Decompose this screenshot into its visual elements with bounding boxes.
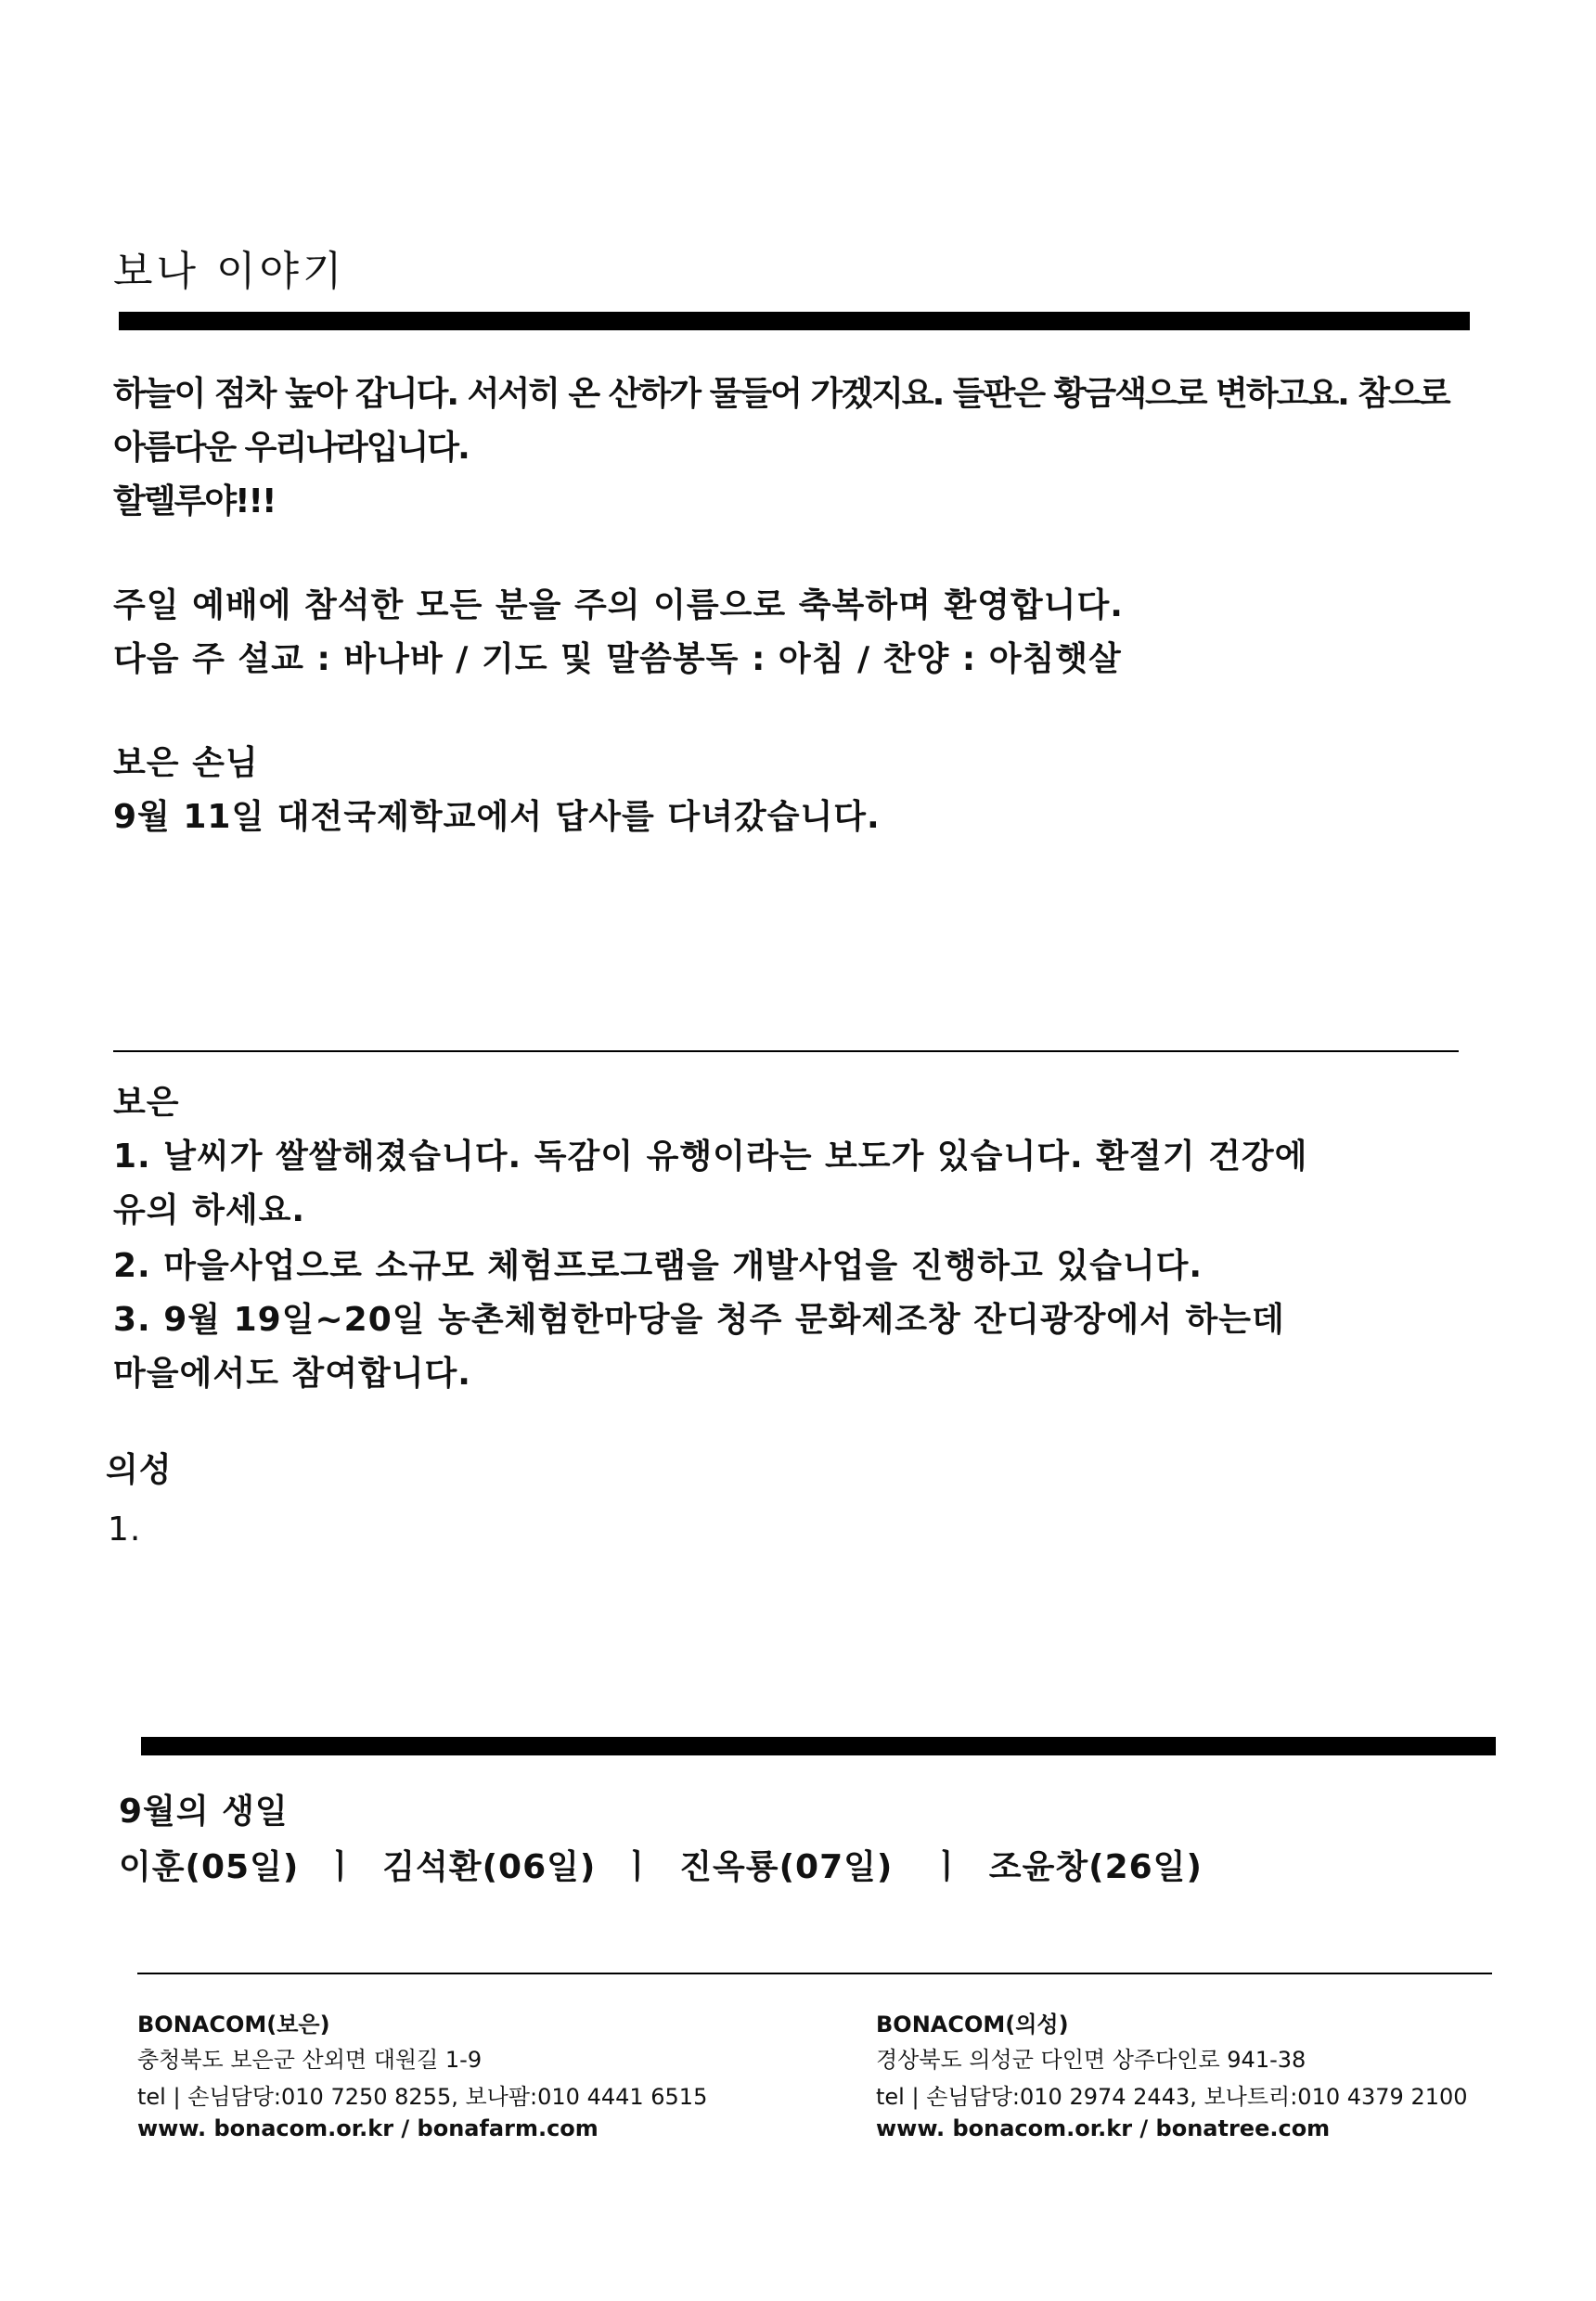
- boeun-line-1: 1. 날씨가 쌀쌀해졌습니다. 독감이 유행이라는 보도가 있습니다. 환절기 건강에: [113, 1138, 1308, 1176]
- footer-divider: [137, 1973, 1492, 1974]
- intro-line-3: 할렐루야!!!: [113, 482, 276, 521]
- boeun-line-4: 3. 9월 19일~20일 농촌체험한마당을 청주 문화제조창 잔디광장에서 하는데: [113, 1301, 1285, 1339]
- uiseong-line-1: 1.: [108, 1510, 142, 1549]
- footer-left-address: 충청북도 보은군 산외면 대원길 1-9: [137, 2047, 483, 2073]
- birthdays-list: 이훈(05일) ㅣ 김석환(06일) ㅣ 진옥룡(07일) ㅣ 조윤창(26일): [119, 1848, 1203, 1886]
- footer-right-name: BONACOM(의성): [876, 2012, 1069, 2037]
- boeun-line-5: 마을에서도 참여합니다.: [113, 1355, 471, 1393]
- birthdays-heading: 9월의 생일: [119, 1793, 289, 1831]
- boeun-heading: 보은: [113, 1084, 180, 1122]
- page-title: 보나 이야기: [113, 248, 346, 295]
- title-divider: [119, 312, 1470, 330]
- footer-right-tel: tel | 손님담당:010 2974 2443, 보나트리:010 4379 2100: [876, 2084, 1468, 2110]
- boeun-line-2: 유의 하세요.: [113, 1191, 306, 1229]
- worship-next-week: 다음 주 설교 : 바나바 / 기도 및 말씀봉독 : 아침 / 찬양 : 아침햇살: [113, 640, 1122, 678]
- guests-heading: 보은 손님: [113, 744, 259, 782]
- guests-text: 9월 11일 대전국제학교에서 답사를 다녀갔습니다.: [113, 798, 881, 836]
- footer-left-name: BONACOM(보은): [137, 2012, 330, 2037]
- boeun-line-3: 2. 마을사업으로 소규모 체험프로그램을 개발사업을 진행하고 있습니다.: [113, 1247, 1203, 1285]
- intro-line-1: 하늘이 점차 높아 갑니다. 서서히 온 산하가 물들어 가겠지요. 들판은 황금색으로 변하고요. 참으로: [113, 375, 1449, 413]
- birthday-divider: [141, 1737, 1496, 1755]
- footer-right-address: 경상북도 의성군 다인면 상주다인로 941-38: [876, 2047, 1306, 2073]
- section-divider: [113, 1050, 1459, 1052]
- intro-line-2: 아름다운 우리나라입니다.: [113, 429, 469, 467]
- uiseong-heading: 의성: [106, 1451, 173, 1489]
- footer-left-tel: tel | 손님담당:010 7250 8255, 보나팜:010 4441 6515: [137, 2084, 708, 2110]
- worship-welcome: 주일 예배에 참석한 모든 분을 주의 이름으로 축복하며 환영합니다.: [113, 586, 1124, 624]
- footer-right-web: www. bonacom.or.kr / bonatree.com: [876, 2115, 1331, 2141]
- footer-left-web: www. bonacom.or.kr / bonafarm.com: [137, 2115, 598, 2141]
